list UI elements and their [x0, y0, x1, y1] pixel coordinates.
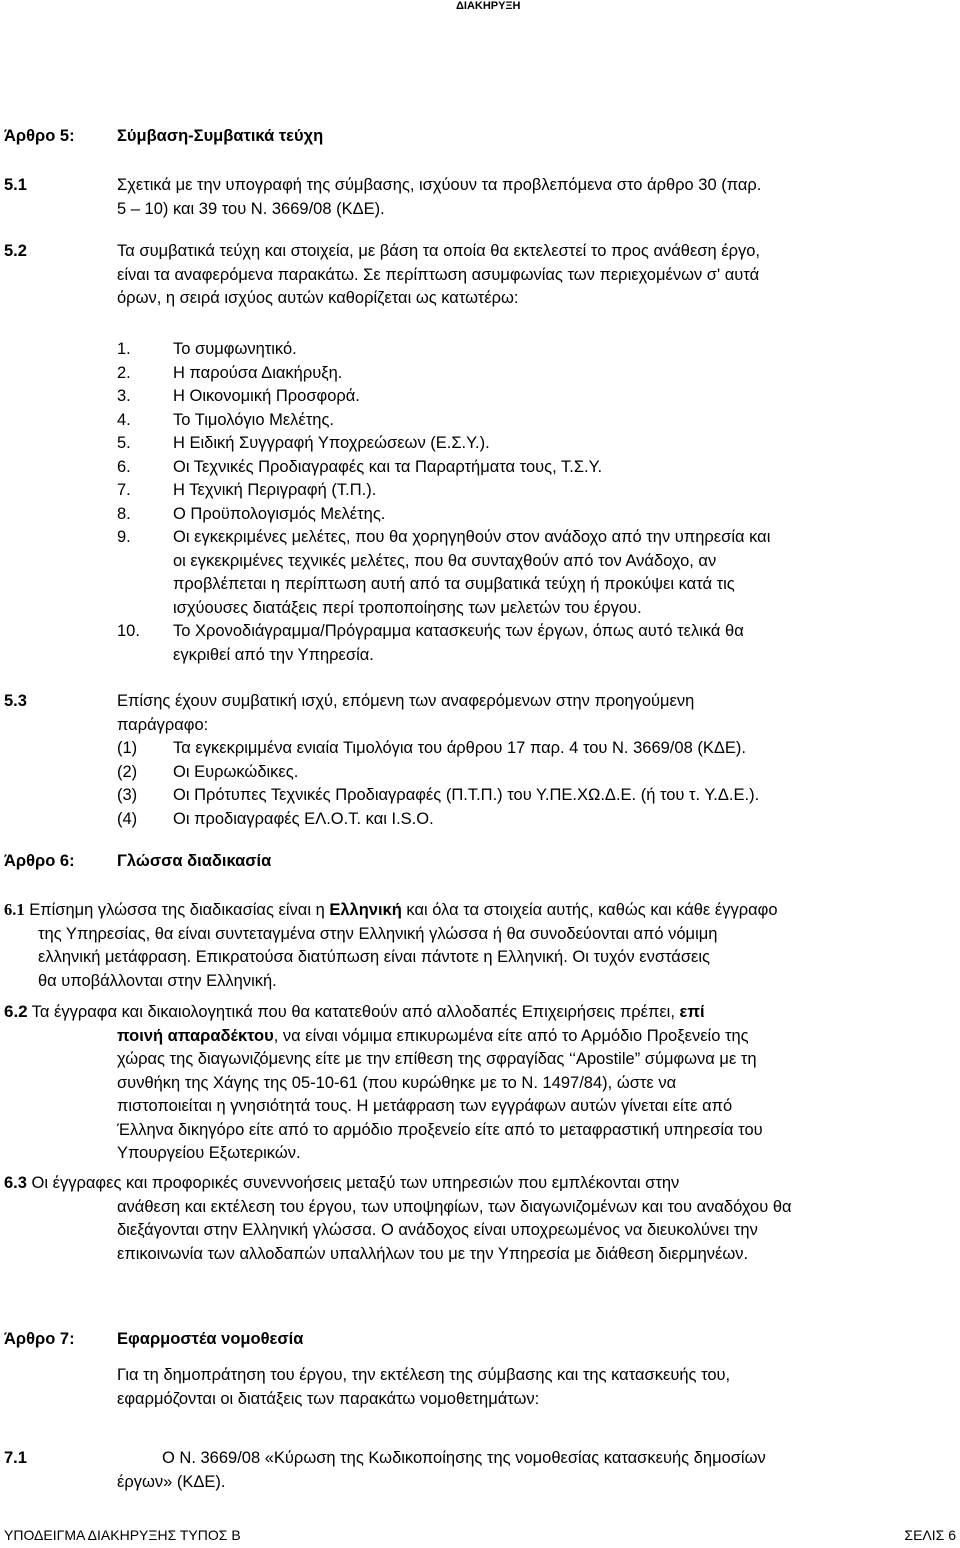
emphasis-text: ποινή απαραδέκτου: [117, 1026, 274, 1045]
para-text: , να είναι νόμιμα επικυρωμένα είτε από το Αρμόδιο Προξενείο της: [273, 1026, 749, 1045]
para-line: προβλέπεται η περίπτωση αυτή από τα συμβατικά τεύχη ή προκύψει κατά τις: [173, 575, 735, 593]
para-line: ισχύουσες διατάξεις περί τροποποίησης των μελετών του έργου.: [173, 598, 642, 617]
para-line: χώρας της διαγωνιζόμενης είτε με την επίθεση της σφραγίδας ‘‘Apostile” σύμφωνα με τη: [117, 1050, 757, 1068]
article-5-title: Σύμβαση-Συμβατικά τεύχη: [117, 127, 324, 145]
list-item-number: 9.: [117, 528, 131, 546]
article-6-label: Άρθρο 6:: [4, 852, 75, 870]
para-text: Οι έγγραφες και προφορικές συνεννοήσεις μεταξύ των υπηρεσιών που εμπλέκονται στην: [31, 1174, 680, 1192]
para-line: επικοινωνία των αλλοδαπών υπαλλήλων του με την Υπηρεσία με διάθεση διερμηνέων.: [117, 1244, 749, 1263]
list-item-text: Ο Προϋπολογισμός Μελέτης.: [173, 504, 386, 523]
para-6-3: [4, 1172, 956, 1266]
para-line: έργων» (ΚΔΕ).: [117, 1472, 226, 1491]
list-item: [117, 362, 957, 386]
supplementary-docs-list: [117, 737, 957, 831]
list-item-number: 4.: [117, 410, 131, 429]
para-line: είναι τα αναφερόμενα παρακάτω. Σε περίπτωση ασυμφωνίας των περιεχομένων σ' αυτά: [117, 265, 760, 284]
para-line: θα υποβάλλονται στην Ελληνική.: [38, 971, 277, 990]
para-line: 5 – 10) και 39 του Ν. 3669/08 (ΚΔΕ).: [117, 199, 385, 218]
para-line: όρων, η σειρά ισχύος αυτών καθορίζεται ως κατωτέρω:: [117, 289, 519, 307]
para-6-1: [4, 898, 956, 993]
para-line: ανάθεση και εκτέλεση του έργου, των υποψηφίων, των διαγωνιζομένων και του αναδόχου θα: [117, 1197, 792, 1216]
para-line: ελληνική μετάφραση. Επικρατούσα διατύπωση είναι πάντοτε η Ελληνική. Οι τυχόν ενστάσεις: [38, 948, 710, 966]
para-5-3-number: 5.3: [4, 692, 27, 710]
para-line: Ο Ν. 3669/08 «Κύρωση της Κωδικοποίησης της νομοθεσίας κατασκευής δημοσίων: [162, 1449, 766, 1467]
list-item-number: 10.: [117, 622, 140, 640]
list-item-number: (4): [117, 809, 138, 828]
list-item-text: [173, 620, 956, 667]
para-6-1-number: 6.1: [4, 900, 25, 919]
list-item: [117, 526, 957, 620]
para-line: διεξάγονται στην Ελληνική γλώσσα. Ο ανάδοχος είναι υποχρεωμένος να διευκολύνει την: [117, 1221, 758, 1239]
list-item: [117, 432, 957, 456]
list-item-text: Οι Ευρωκώδικες.: [173, 762, 299, 781]
para-line: οι εγκεκριμένες τεχνικές μελέτες, που θα συνταχθούν από τον Ανάδοχο, αν: [173, 551, 717, 570]
list-item: [117, 338, 957, 362]
list-item: [117, 784, 957, 808]
para-6-3-number: 6.3: [4, 1174, 27, 1192]
para-line: Έλληνα δικηγόρο είτε από το αρμόδιο προξενείο είτε από το μεταφραστική υπηρεσία του: [117, 1120, 763, 1139]
para-line: συνθήκη της Χάγης της 05-10-61 (που κυρώθηκε με το Ν. 1497/84), ώστε να: [117, 1073, 677, 1092]
para-line: Επίσης έχουν συμβατική ισχύ, επόμενη των αναφερόμενων στην προηγούμενη: [117, 692, 695, 710]
list-item: [117, 503, 957, 527]
para-line: [4, 898, 956, 923]
contract-docs-list: [117, 338, 957, 667]
para-7-1: [117, 1447, 955, 1494]
list-item-number: 5.: [117, 434, 131, 452]
list-item-text: Η Ειδική Συγγραφή Υποχρεώσεων (Ε.Σ.Υ.).: [173, 434, 490, 452]
para-6-2-number: 6.2: [4, 1002, 28, 1021]
para-line: εφαρμόζονται οι διατάξεις των παρακάτω νομοθετημάτων:: [117, 1389, 540, 1408]
para-line: εγκριθεί από την Υπηρεσία.: [173, 645, 374, 664]
para-line: Υπουργείου Εξωτερικών.: [117, 1144, 301, 1162]
list-item-number: 1.: [117, 340, 131, 358]
emphasis-text: επί: [679, 1003, 705, 1021]
para-line: [4, 1000, 956, 1025]
list-item-text: Οι Πρότυπες Τεχνικές Προδιαγραφές (Π.Τ.Π.) του Υ.ΠΕ.ΧΩ.Δ.Ε. (ή του τ. Υ.Δ.Ε.).: [173, 786, 760, 804]
article-7-intro: [117, 1364, 955, 1411]
list-item-text: Η Τεχνική Περιγραφή (Τ.Π.).: [173, 481, 377, 499]
para-5-2-number: 5.2: [4, 242, 27, 260]
list-item: [117, 737, 957, 761]
list-item-number: (2): [117, 762, 138, 781]
list-item-text: Τα εγκεκριμμένα ενιαία Τιμολόγια του άρθρου 17 παρ. 4 του Ν. 3669/08 (ΚΔΕ).: [173, 739, 746, 757]
para-5-3: [117, 690, 955, 737]
list-item: [117, 456, 957, 480]
para-line: [117, 1025, 956, 1049]
list-item: [117, 479, 957, 503]
footer-document-title: ΥΠΟΔΕΙΓΜΑ ΔΙΑΚΗΡΥΞΗΣ ΤΥΠΟΣ Β: [4, 1527, 241, 1543]
para-line: πιστοποιείται η γνησιότητά τους. Η μετάφραση των εγγράφων αυτών γίνεται είτε από: [117, 1097, 733, 1115]
list-item-text: Το συμφωνητικό.: [173, 340, 297, 358]
list-item-text: Το Τιμολόγιο Μελέτης.: [173, 410, 335, 429]
list-item: [117, 385, 957, 409]
list-item-text: Οι Τεχνικές Προδιαγραφές και τα Παραρτήματα τους, Τ.Σ.Υ.: [173, 457, 603, 476]
list-item-number: 7.: [117, 481, 131, 499]
list-item-number: 3.: [117, 387, 131, 405]
list-item-text: [173, 526, 956, 620]
list-item-number: (1): [117, 739, 138, 757]
list-item-text: Η παρούσα Διακήρυξη.: [173, 363, 343, 382]
para-text: Τα έγγραφα και δικαιολογητικά που θα κατατεθούν από αλλοδαπές Επιχειρήσεις πρέπει,: [31, 1003, 680, 1021]
para-text: και όλα τα στοιχεία αυτής, καθώς και κάθε έγγραφο: [401, 901, 778, 919]
para-5-1: [117, 174, 955, 221]
list-item: [117, 761, 957, 785]
list-item-text: Οι προδιαγραφές ΕΛ.Ο.Τ. και I.S.O.: [173, 809, 434, 828]
para-line: παράγραφο:: [117, 715, 209, 734]
para-5-1-number: 5.1: [4, 176, 27, 194]
para-5-2: [117, 240, 955, 311]
para-line: Οι εγκεκριμένες μελέτες, που θα χορηγηθούν στον ανάδοχο από την υπηρεσία και: [173, 528, 771, 546]
list-item-number: 6.: [117, 457, 131, 476]
list-item: [117, 409, 957, 433]
para-line: Για τη δημοπράτηση του έργου, την εκτέλεση της σύμβασης και της κατασκευής του,: [117, 1366, 731, 1384]
list-item-number: 2.: [117, 363, 131, 382]
para-6-2: [4, 1000, 956, 1166]
para-7-1-number: 7.1: [4, 1449, 27, 1467]
list-item-text: Η Οικονομική Προσφορά.: [173, 387, 360, 405]
para-line: της Υπηρεσίας, θα είναι συντεταγμένα στην Ελληνική γλώσσα ή θα συνοδεύονται από νόμιμη: [38, 924, 718, 943]
para-text: Επίσημη γλώσσα της διαδικασίας είναι η: [29, 901, 330, 919]
list-item: [117, 620, 957, 667]
para-line: [4, 1172, 956, 1196]
article-6-title: Γλώσσα διαδικασία: [117, 852, 272, 870]
list-item-number: (3): [117, 786, 138, 804]
article-5-label: Άρθρο 5:: [4, 127, 75, 145]
list-item: [117, 808, 957, 832]
para-line: Σχετικά με την υπογραφή της σύμβασης, ισχύουν τα προβλεπόμενα στο άρθρο 30 (παρ.: [117, 176, 762, 194]
article-7-title: Εφαρμοστέα νομοθεσία: [117, 1330, 304, 1348]
para-line: Τα συμβατικά τεύχη και στοιχεία, με βάση τα οποία θα εκτελεστεί το προς ανάθεση έργο,: [117, 242, 761, 260]
article-7-label: Άρθρο 7:: [4, 1330, 75, 1348]
emphasis-text: Ελληνική: [329, 901, 402, 919]
footer-page-number: ΣΕΛΙΣ 6: [904, 1527, 956, 1543]
para-line: Το Χρονοδιάγραμμα/Πρόγραμμα κατασκευής των έργων, όπως αυτό τελικά θα: [173, 622, 744, 640]
list-item-number: 8.: [117, 504, 131, 523]
page-header: ΔΙΑΚΗΡΥΞΗ: [456, 0, 521, 12]
